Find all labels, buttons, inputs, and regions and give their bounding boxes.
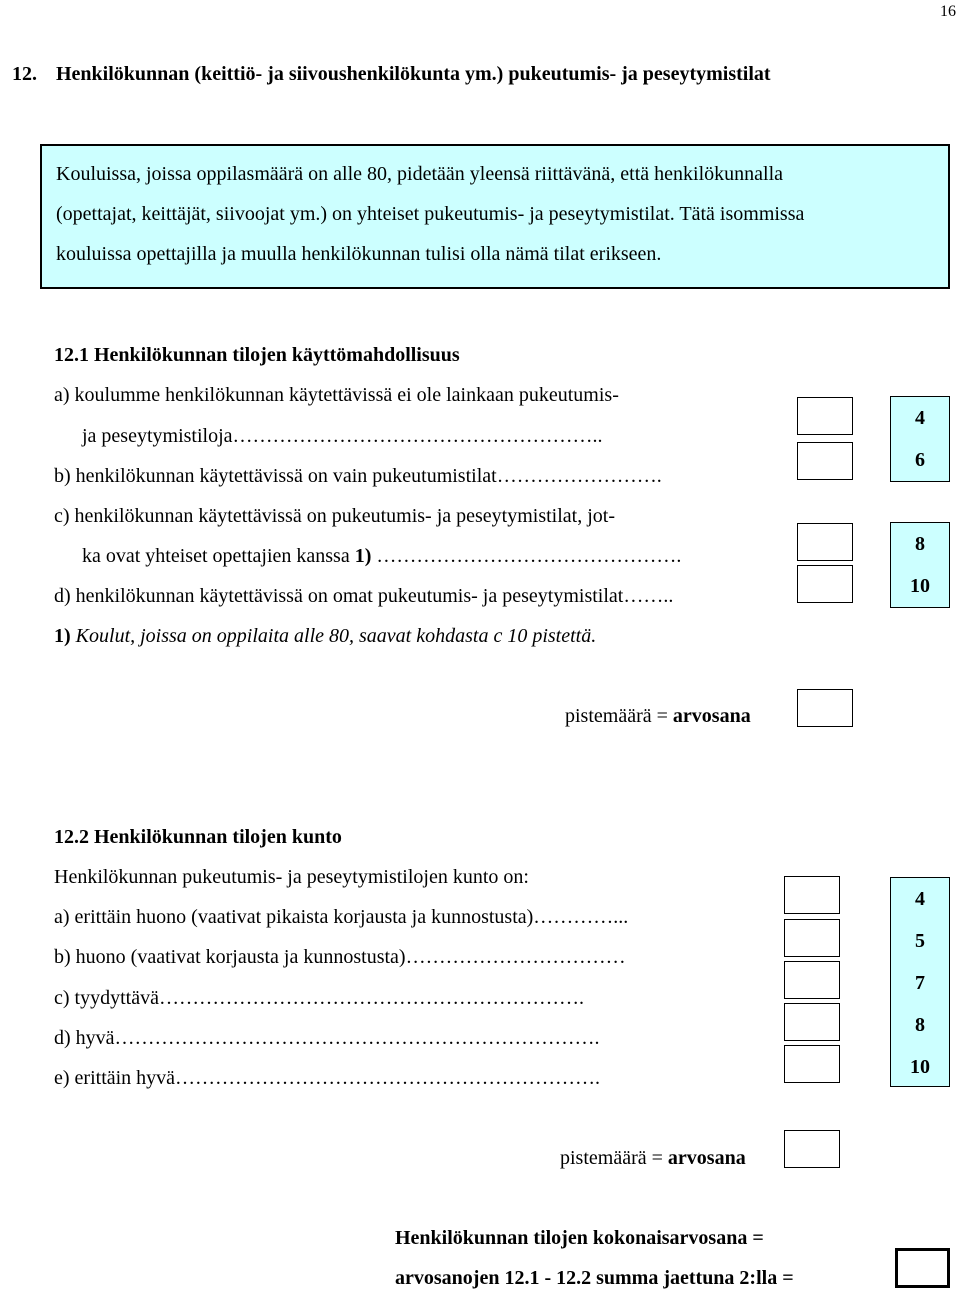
s121-item-b: b) henkilökunnan käytettävissä on vain pukeutumistilat……………………. (54, 465, 662, 487)
score-label-bold: arvosana (672, 705, 751, 727)
s122-item-d: d) hyvä………………………………………………………………. (54, 1027, 600, 1049)
s121-footnote (54, 626, 596, 646)
s121-item-c-text: ka ovat yhteiset opettajien kanssa (82, 545, 350, 567)
section-number: 12. (12, 63, 37, 85)
s121-points-bottom (890, 522, 950, 608)
s121-item-d: d) henkilökunnan käytettävissä on omat pukeutumis- ja peseytymistilat…….. (54, 585, 674, 607)
checkbox-s121-b[interactable] (797, 442, 853, 480)
s121-item-c-ref: 1) (354, 545, 372, 567)
points-value: 4 (915, 407, 925, 429)
s122-score-label (560, 1148, 746, 1168)
checkbox-s122-b[interactable] (784, 919, 840, 957)
section-title: Henkilökunnan (keittiö- ja siivoushenkilökunta ym.) pukeutumis- ja peseytymistilat (56, 63, 771, 85)
points-value: 4 (915, 888, 925, 910)
s121-heading: 12.1 Henkilökunnan tilojen käyttömahdollisuus (54, 344, 460, 366)
points-value: 8 (915, 1014, 925, 1036)
checkbox-s122-c[interactable] (784, 961, 840, 999)
s121-score-label (565, 706, 751, 726)
s122-points (890, 877, 950, 1087)
s121-item-c-line2 (82, 546, 681, 566)
s122-item-b: b) huono (vaativat korjausta ja kunnostusta)…………………………… (54, 946, 626, 968)
info-line-2: (opettajat, keittäjät, siivoojat ym.) on yhteiset pukeutumis- ja peseytymistilat. Tätä isommissa (56, 203, 805, 225)
s121-item-a-line1: a) koulumme henkilökunnan käytettävissä ei ole lainkaan pukeutumis- (54, 384, 619, 406)
s121-item-c-line1: c) henkilökunnan käytettävissä on pukeutumis- ja peseytymistilat, jot- (54, 505, 615, 527)
s122-heading: 12.2 Henkilökunnan tilojen kunto (54, 826, 342, 848)
total-line-2: arvosanojen 12.1 - 12.2 summa jaettuna 2:lla = (395, 1267, 794, 1289)
checkbox-s121-d[interactable] (797, 565, 853, 603)
checkbox-s121-c[interactable] (797, 523, 853, 561)
checkbox-s121-a[interactable] (797, 397, 853, 435)
info-line-1: Kouluissa, joissa oppilasmäärä on alle 80, pidetään yleensä riittävänä, että henkilökunnalla (56, 163, 784, 185)
info-line-3: kouluissa opettajilla ja muulla henkilökunnan tulisi olla nämä tilat erikseen. (56, 243, 662, 265)
points-value: 8 (915, 533, 925, 555)
s121-item-c-dots: ………………………………………. (371, 545, 682, 567)
total-line-1: Henkilökunnan tilojen kokonaisarvosana = (395, 1227, 764, 1249)
s122-intro: Henkilökunnan pukeutumis- ja peseytymistilojen kunto on: (54, 866, 529, 888)
checkbox-s122-d[interactable] (784, 1003, 840, 1041)
s122-item-c: c) tyydyttävä………………………………………………………. (54, 987, 584, 1009)
info-box (40, 144, 950, 289)
s122-item-a: a) erittäin huono (vaativat pikaista korjausta ja kunnostusta)…………... (54, 906, 629, 928)
s121-item-a-line2: ja peseytymistiloja……………………………………………….. (82, 425, 603, 447)
points-value: 6 (915, 449, 925, 471)
checkbox-s122-a[interactable] (784, 876, 840, 914)
s122-item-e: e) erittäin hyvä………………………………………………………. (54, 1067, 601, 1089)
points-value: 7 (915, 972, 925, 994)
s121-score-box[interactable] (797, 689, 853, 727)
footnote-text: Koulut, joissa on oppilaita alle 80, saavat kohdasta c 10 pistettä. (75, 625, 597, 647)
total-score-box[interactable] (895, 1248, 950, 1288)
footnote-ref: 1) (54, 625, 71, 647)
score-label-bold: arvosana (667, 1147, 746, 1169)
s122-score-box[interactable] (784, 1130, 840, 1168)
checkbox-s122-e[interactable] (784, 1045, 840, 1083)
score-label-text: pistemäärä = (560, 1147, 668, 1169)
points-value: 10 (910, 1056, 930, 1078)
score-label-text: pistemäärä = (565, 705, 673, 727)
points-value: 5 (915, 930, 925, 952)
s121-points-top (890, 396, 950, 482)
page-number: 16 (940, 3, 956, 20)
points-value: 10 (910, 575, 930, 597)
